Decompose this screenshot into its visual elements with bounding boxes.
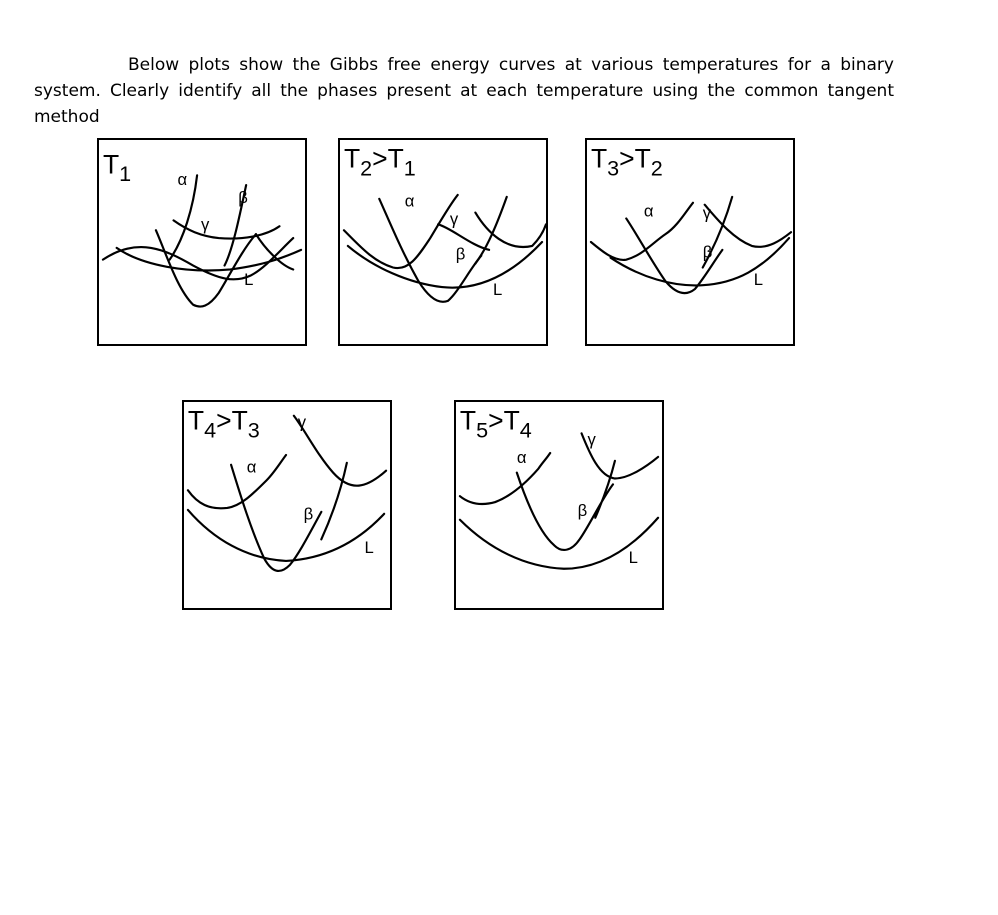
liquid-curve bbox=[348, 242, 542, 288]
gibbs-energy-curves-t2 bbox=[340, 140, 546, 344]
gibbs-energy-curves-t5 bbox=[456, 402, 662, 608]
liquid-label: L bbox=[493, 279, 503, 299]
beta-label: β bbox=[238, 187, 248, 207]
liquid-curve bbox=[117, 248, 301, 271]
alpha-label: α bbox=[404, 191, 415, 211]
gibbs-energy-panel-t3 bbox=[585, 138, 795, 346]
temperature-label: $T_1$ bbox=[102, 149, 132, 187]
beta-label: β bbox=[303, 504, 314, 524]
temperature-label: $T_4>T_3$ bbox=[187, 405, 260, 443]
gamma-label: γ bbox=[702, 203, 712, 223]
instructions-text: Below plots show the Gibbs free energy curves at various temperatures for a binary system. Clearly identify all the phases present at each temperature using the common tangent method bbox=[34, 55, 894, 127]
beta-label: β bbox=[455, 244, 466, 264]
beta-curve bbox=[231, 463, 347, 571]
gibbs-energy-curves-t3 bbox=[587, 140, 793, 344]
gibbs-energy-curves-t4 bbox=[184, 402, 390, 608]
beta-curve bbox=[703, 197, 791, 268]
alpha-label: α bbox=[516, 447, 527, 467]
temperature-label: $T_3>T_2$ bbox=[590, 143, 663, 181]
alpha-label: α bbox=[177, 170, 188, 190]
liquid-curve bbox=[188, 510, 384, 561]
gibbs-energy-panel-t4 bbox=[182, 400, 392, 610]
temperature-label: $T_2>T_1$ bbox=[343, 143, 416, 181]
gamma-label: γ bbox=[297, 412, 307, 432]
beta-curve bbox=[517, 461, 615, 550]
liquid-label: L bbox=[364, 538, 374, 558]
alpha-curve bbox=[460, 453, 550, 504]
gibbs-energy-panel-t1 bbox=[97, 138, 307, 346]
alpha-label: α bbox=[643, 201, 654, 221]
alpha-curve bbox=[591, 203, 693, 260]
gamma-label: γ bbox=[201, 215, 210, 235]
beta-label: β bbox=[577, 500, 588, 520]
gamma-label: γ bbox=[587, 430, 596, 450]
gamma-curve bbox=[294, 416, 386, 486]
gibbs-energy-curves-t1 bbox=[99, 140, 305, 344]
beta-label: β bbox=[702, 242, 713, 262]
gamma-label: γ bbox=[449, 209, 459, 229]
liquid-label: L bbox=[244, 270, 254, 290]
gibbs-energy-panel-t5 bbox=[454, 400, 664, 610]
temperature-label: $T_5>T_4$ bbox=[459, 405, 532, 443]
liquid-label: L bbox=[753, 270, 764, 290]
liquid-label: L bbox=[628, 547, 638, 567]
alpha-curve bbox=[103, 238, 293, 279]
alpha-label: α bbox=[246, 457, 257, 477]
gibbs-energy-panel-t2 bbox=[338, 138, 548, 346]
